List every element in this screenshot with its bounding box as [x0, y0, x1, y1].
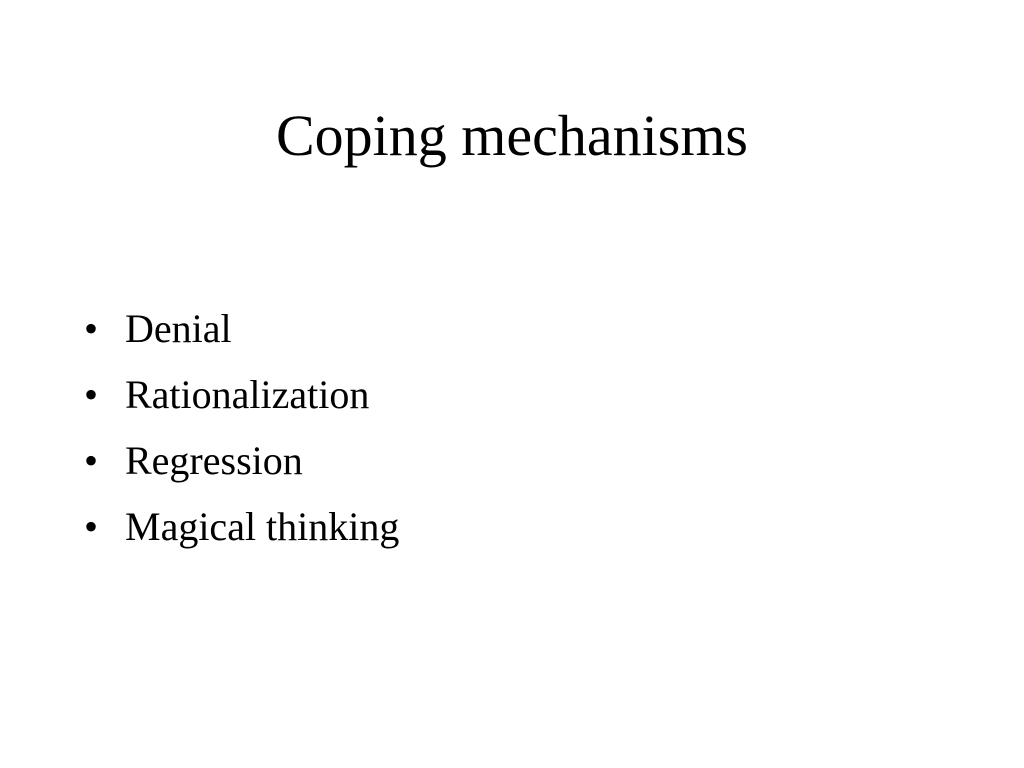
bullet-item-rationalization: [84, 362, 399, 428]
bullet-text: Magical thinking: [125, 504, 400, 549]
bullet-icon: •: [84, 372, 99, 417]
slide-title: Coping mechanisms: [275, 103, 748, 168]
bullet-icon: •: [84, 438, 99, 483]
bullet-item-magical-thinking: [84, 494, 399, 560]
bullet-icon: •: [84, 306, 99, 351]
bullet-text: Regression: [125, 438, 303, 483]
bullet-item-denial: [84, 296, 399, 362]
bullet-icon: •: [84, 504, 99, 549]
bullet-text: Denial: [125, 306, 232, 351]
bullet-item-regression: [84, 428, 399, 494]
bullet-text: Rationalization: [125, 372, 370, 417]
bullet-list: [84, 296, 399, 560]
